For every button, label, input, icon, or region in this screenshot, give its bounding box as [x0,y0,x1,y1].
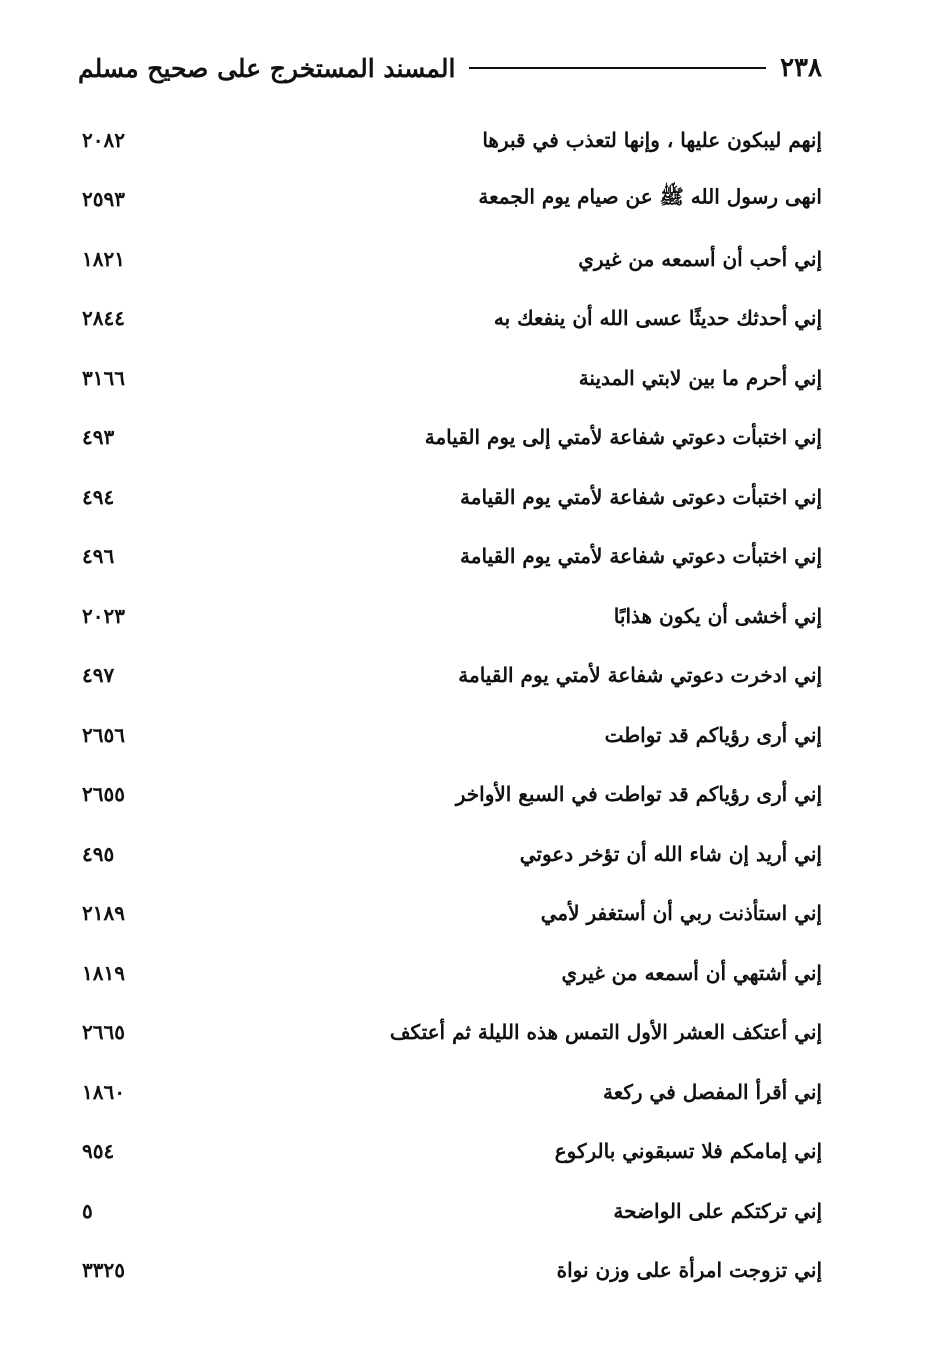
index-entry [78,943,822,1003]
index-entry [78,1122,822,1182]
entry-hadith-number: ٤٩٣ [82,425,115,450]
entry-text: إني أشتهي أن أسمعه من غيري [561,960,822,985]
entry-text: إني أخشى أن يكون هذابًا [613,603,822,628]
entry-text: إني أقرأ المفصل في ركعة [603,1079,822,1104]
index-entry [78,646,822,706]
index-entry [78,1241,822,1301]
entry-text: إني أرى رؤياكم قد تواطت في السبع الأواخر [455,782,822,807]
page-number: ٢٣٨ [780,53,822,83]
entry-text: إني أحب أن أسمعه من غيري [578,246,822,271]
entry-hadith-number: ٥ [82,1198,93,1223]
index-entry [78,705,822,765]
index-entry [78,586,822,646]
index-entry [78,884,822,944]
page-header [78,48,822,88]
entry-text: إني أعتكف العشر الأول التمس هذه الليلة ثم أعتكف [389,1020,822,1045]
entry-hadith-number: ٢٦٥٥ [82,782,125,807]
entry-hadith-number: ٣٣٢٥ [82,1258,125,1283]
index-entry [78,765,822,825]
entry-text: إني اختبأت دعوتي شفاعة لأمتي يوم القيامة [460,544,822,569]
entry-hadith-number: ٩٥٤ [82,1139,115,1164]
entry-hadith-number: ٤٩٥ [82,841,115,866]
entry-hadith-number: ٤٩٤ [82,484,115,509]
entry-text: إني أحرم ما بين لابتي المدينة [578,365,822,390]
index-entry [78,170,822,230]
entry-text: إني أحدثك حديثًا عسى الله أن ينفعك به [493,306,822,331]
index-entry [78,229,822,289]
entry-hadith-number: ١٨١٩ [82,960,125,985]
entry-hadith-number: ٢٦٥٦ [82,722,125,747]
entry-hadith-number: ٤٩٧ [82,663,115,688]
entry-hadith-number: ٤٩٦ [82,544,115,569]
entry-hadith-number: ٢٠٢٣ [82,603,125,628]
index-entry [78,467,822,527]
entry-text: إني إمامكم فلا تسبقوني بالركوع [554,1139,822,1164]
entry-text: إني أريد إن شاء الله أن تؤخر دعوتي [519,841,822,866]
entry-hadith-number: ٣١٦٦ [82,365,125,390]
index-entry [78,1181,822,1241]
entry-text: إني اختبأت دعوتى شفاعة لأمتي يوم القيامة [460,484,822,509]
index-entry [78,1003,822,1063]
entry-hadith-number: ٢٨٤٤ [82,306,125,331]
entry-hadith-number: ٢١٨٩ [82,901,125,926]
index-entry [78,527,822,587]
entry-text: إنهم ليبكون عليها ، وإنها لتعذب في قبرها [482,127,822,152]
entry-hadith-number: ٢٠٨٢ [82,127,125,152]
entry-text: إني ادخرت دعوتي شفاعة لأمتي يوم القيامة [458,663,822,688]
entry-hadith-number: ٢٦٦٥ [82,1020,125,1045]
entry-text: إني اختبأت دعوتي شفاعة لأمتي إلى يوم القيامة [424,425,822,450]
entry-text: إني تزوجت امرأة على وزن نواة [556,1258,822,1283]
index-entry [78,408,822,468]
entry-text: انهى رسول الله ﷺ عن صيام يوم الجمعة [478,184,822,209]
index-entry [78,289,822,349]
entry-text: إني تركتكم على الواضحة [613,1198,822,1223]
index-entry [78,348,822,408]
entry-hadith-number: ٢٥٩٣ [82,187,125,212]
entry-text: إني استأذنت ربي أن أستغفر لأمي [540,901,822,926]
index-entry [78,1062,822,1122]
entry-hadith-number: ١٨٢١ [82,246,125,271]
header-rule [469,67,766,69]
index-entries-list [78,110,822,1300]
book-title: المسند المستخرج على صحيح مسلم [78,53,456,83]
index-entry [78,110,822,170]
entry-text: إني أرى رؤياكم قد تواطت [604,722,822,747]
entry-hadith-number: ١٨٦٠ [82,1079,125,1104]
index-entry [78,824,822,884]
